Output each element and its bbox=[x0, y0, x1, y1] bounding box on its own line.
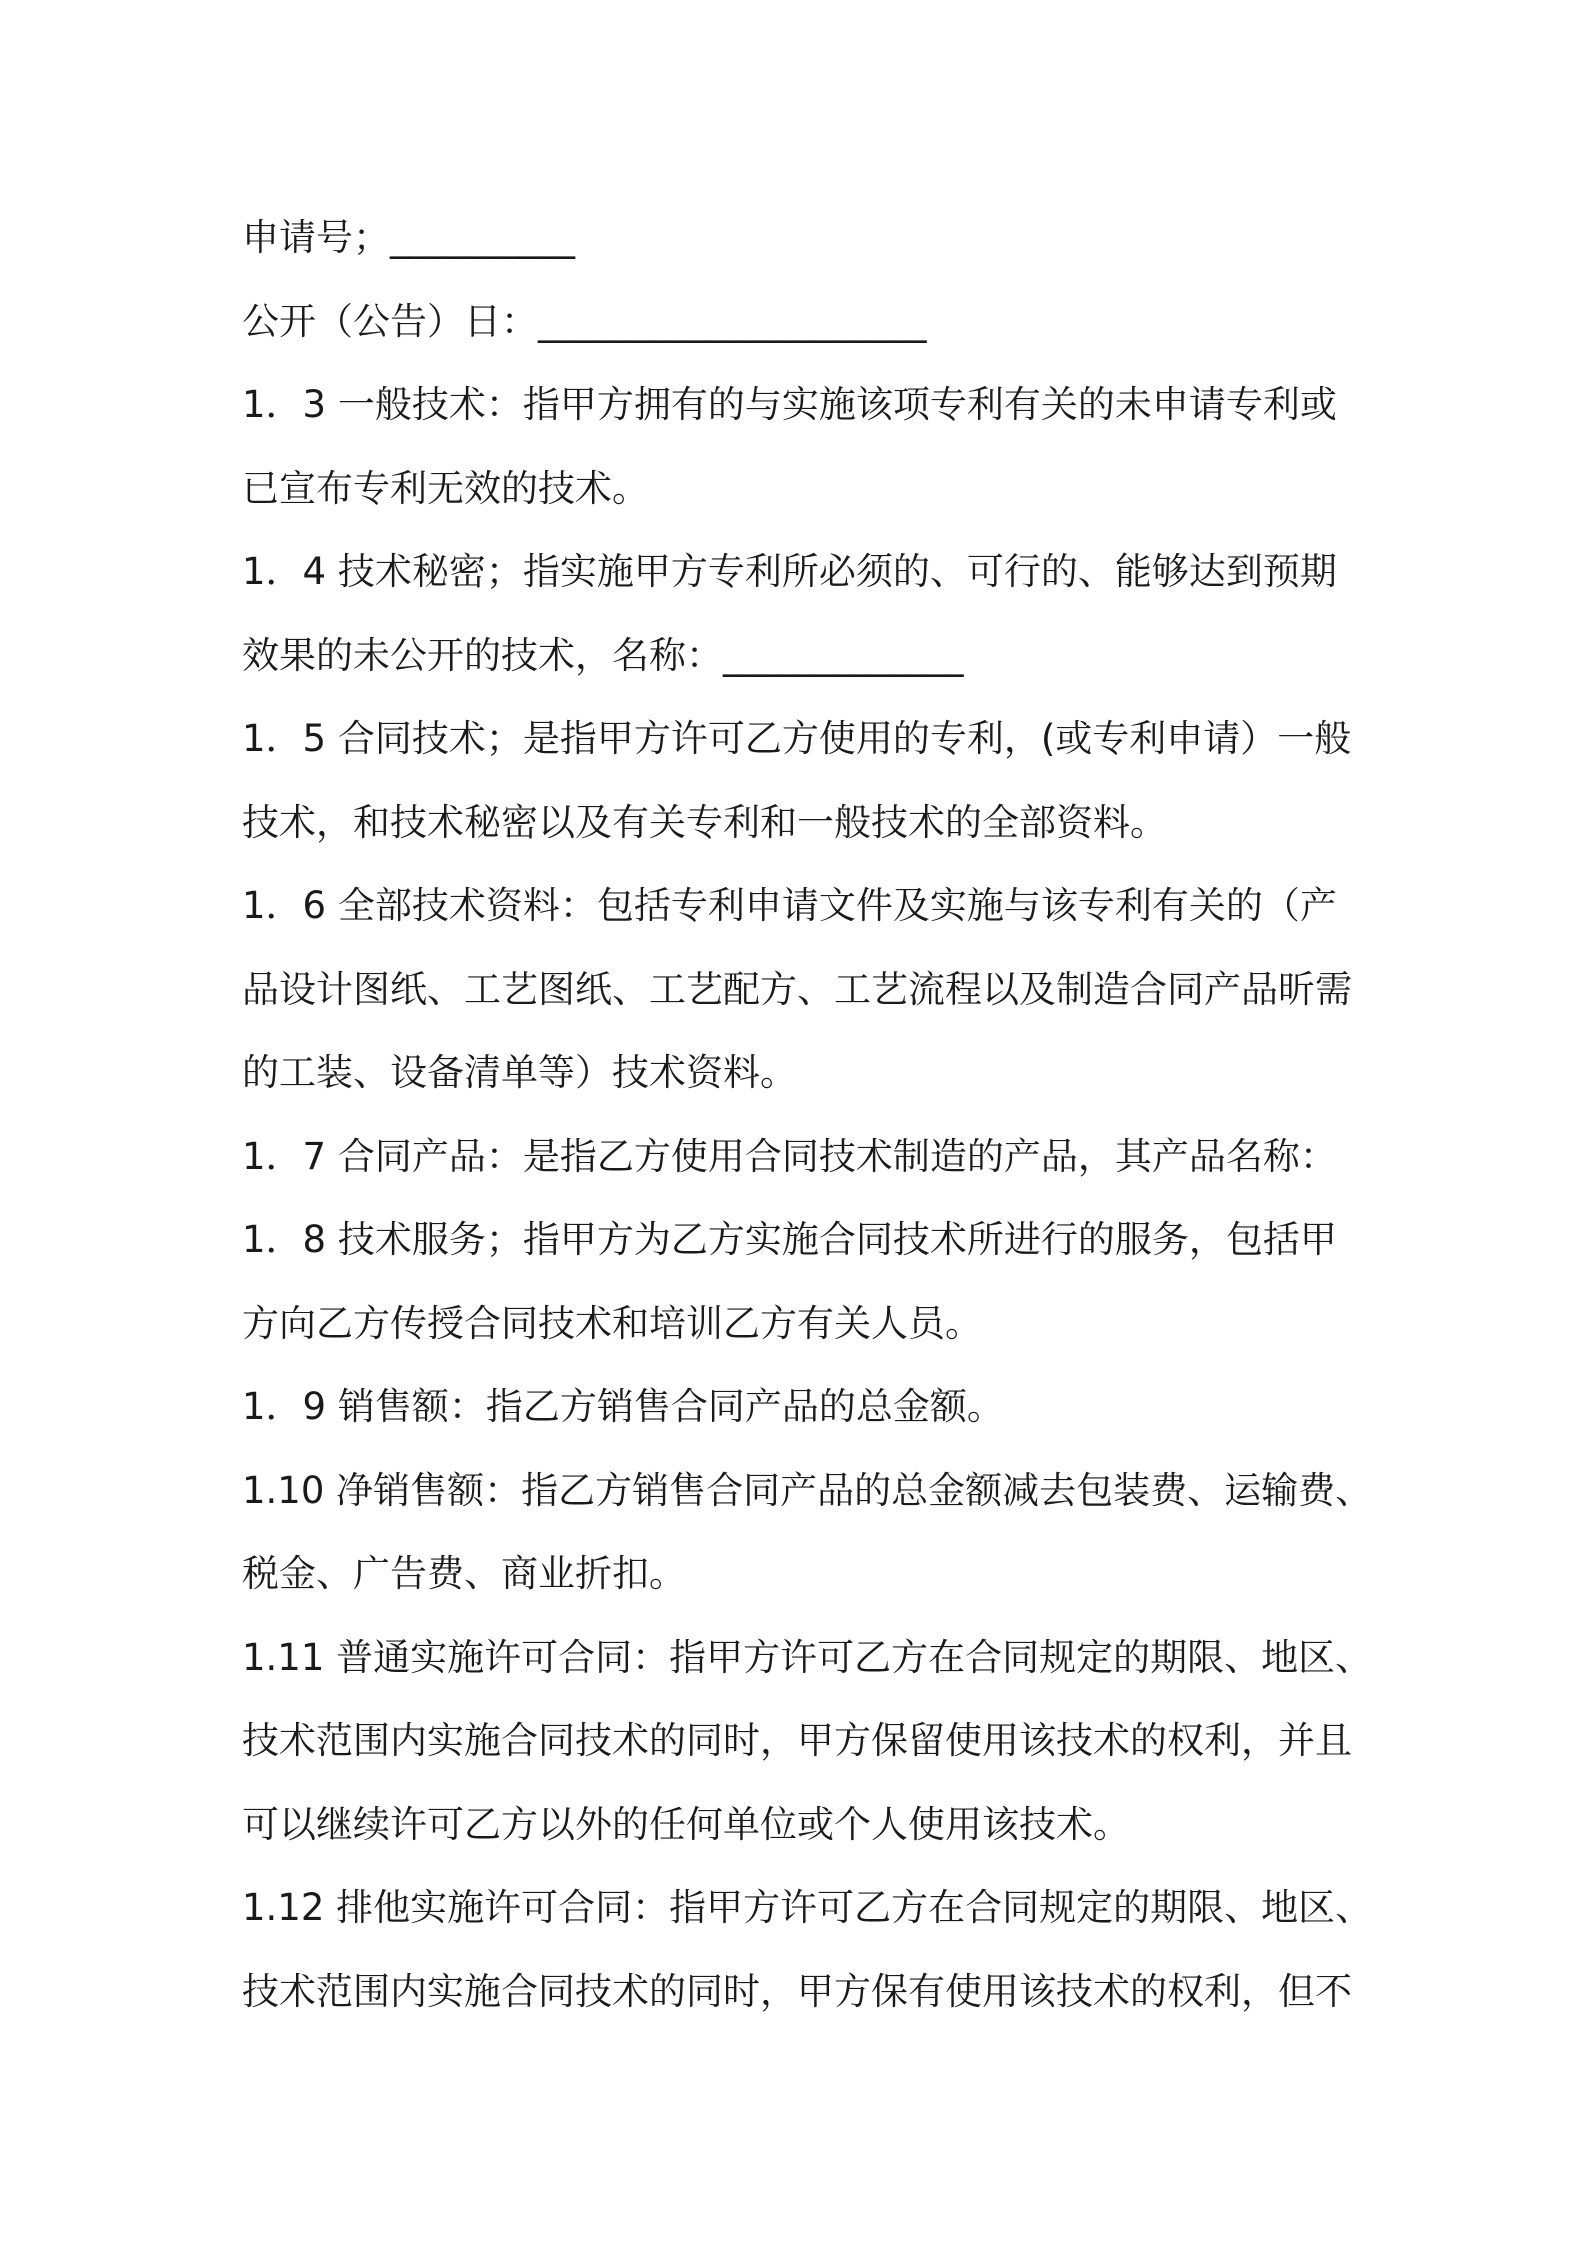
clause-1-3-line-1: 1．3 一般技术：指甲方拥有的与实施该项专利有关的未申请专利或 bbox=[242, 383, 1337, 426]
clause-1-8-line-1: 1．8 技术服务；指甲方为乙方实施合同技术所进行的服务，包括甲 bbox=[242, 1218, 1337, 1261]
publication-date-line: 公开（公告）日：_____________________ bbox=[242, 299, 927, 343]
clause-1-3-line-2: 已宣布专利无效的技术。 bbox=[242, 466, 649, 510]
clause-1-12-line-1: 1.12 排他实施许可合同：指甲方许可乙方在合同规定的期限、地区、 bbox=[242, 1886, 1373, 1929]
clause-1-8-line-2: 方向乙方传授合同技术和培训乙方有关人员。 bbox=[242, 1301, 982, 1345]
clause-1-12-line-2: 技术范围内实施合同技术的同时，甲方保有使用该技术的权利，但不 bbox=[242, 1969, 1352, 2013]
clause-1-9-line-1: 1．9 销售额：指乙方销售合同产品的总金额。 bbox=[242, 1385, 1004, 1428]
clause-1-11-line-1: 1.11 普通实施许可合同：指甲方许可乙方在合同规定的期限、地区、 bbox=[242, 1635, 1373, 1679]
clause-1-5-line-1: 1．5 合同技术；是指甲方许可乙方使用的专利，(或专利申请）一般 bbox=[242, 717, 1352, 760]
clause-1-10-line-2: 税金、广告费、商业折扣。 bbox=[242, 1552, 686, 1595]
clause-1-4-line-2: 效果的未公开的技术，名称：_____________ bbox=[242, 633, 964, 677]
clause-1-10-line-1: 1.10 净销售额：指乙方销售合同产品的总金额减去包装费、运输费、 bbox=[242, 1468, 1373, 1512]
clause-1-7-line-1: 1．7 合同产品：是指乙方使用合同技术制造的产品，其产品名称： bbox=[242, 1134, 1337, 1178]
clause-1-11-line-3: 可以继续许可乙方以外的任何单位或个人使用该技术。 bbox=[242, 1802, 1130, 1846]
clause-1-6-line-2: 品设计图纸、工艺图纸、工艺配方、工艺流程以及制造合同产品昕需 bbox=[242, 967, 1352, 1011]
clause-1-5-line-2: 技术，和技术秘密以及有关专利和一般技术的全部资料。 bbox=[242, 800, 1167, 844]
clause-1-4-line-1: 1．4 技术秘密；指实施甲方专利所必须的、可行的、能够达到预期 bbox=[242, 550, 1337, 593]
application-number-line: 申请号；__________ bbox=[242, 216, 575, 259]
clause-1-6-line-3: 的工装、设备清单等）技术资料。 bbox=[242, 1051, 797, 1094]
document-body bbox=[242, 196, 1373, 2033]
clause-1-6-line-1: 1．6 全部技术资料：包括专利申请文件及实施与该专利有关的（产 bbox=[242, 884, 1337, 927]
clause-1-11-line-2: 技术范围内实施合同技术的同时，甲方保留使用该技术的权利，并且 bbox=[242, 1719, 1352, 1762]
